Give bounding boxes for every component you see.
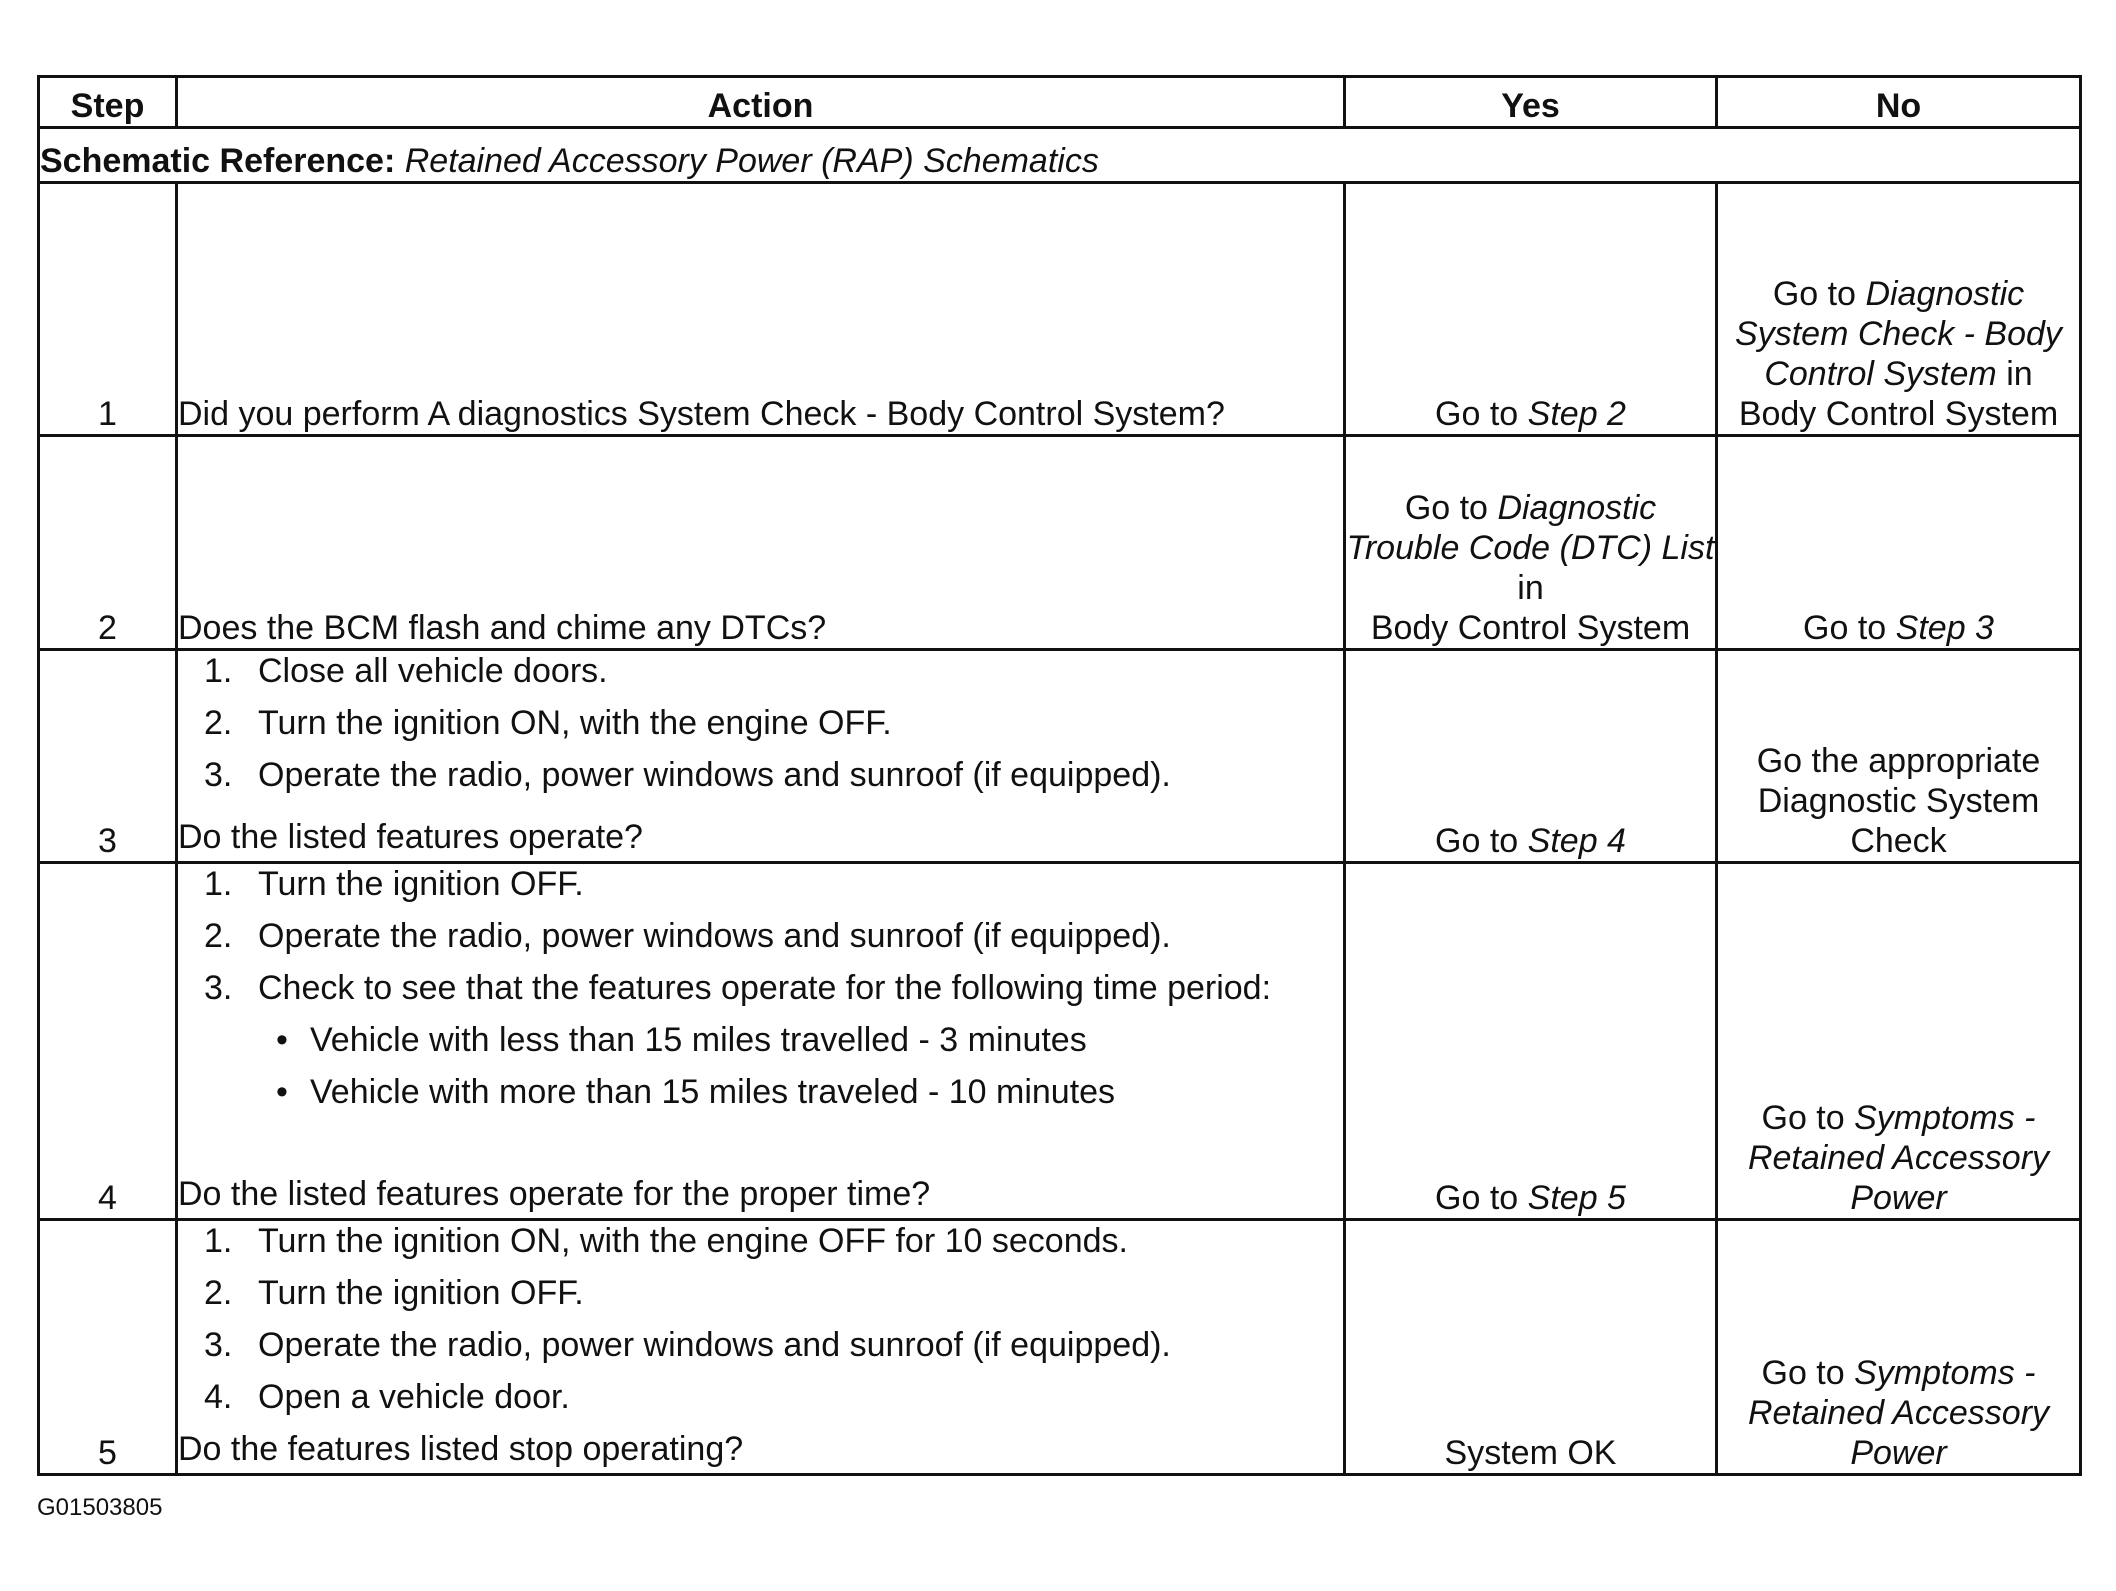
yes-link: Step 2	[1527, 395, 1626, 433]
yes-cell	[1345, 183, 1717, 436]
list-item: 1. Turn the ignition ON, with the engine OFF for 10 seconds.	[204, 1222, 1128, 1260]
question-text: Do the listed features operate for the proper time?	[178, 1175, 931, 1213]
list-item: • Vehicle with less than 15 miles travelled - 3 minutes	[310, 1020, 1343, 1060]
no-cell	[1717, 650, 2081, 863]
list-item: 4. Open a vehicle door.	[204, 1378, 570, 1416]
table-row	[39, 1220, 2081, 1475]
no-prefix: Go to	[1761, 1354, 1845, 1392]
question-text: Do the listed features operate?	[178, 818, 643, 856]
header-yes: Yes	[1345, 77, 1717, 128]
yes-prefix: Go to	[1435, 1179, 1519, 1217]
yes-suffix: Body Control System	[1370, 609, 1691, 647]
schematic-value: Retained Accessory Power (RAP) Schematics	[404, 142, 1099, 180]
list-item: 2. Turn the ignition OFF.	[204, 1274, 584, 1312]
no-text: Go the appropriate Diagnostic System Check	[1756, 742, 2041, 860]
no-link: Symptoms - Retained Accessory Power	[1747, 1354, 2050, 1472]
yes-mid: in	[1517, 569, 1544, 607]
yes-link: Step 5	[1527, 1179, 1626, 1217]
no-cell	[1717, 863, 2081, 1220]
step-number: 3	[39, 650, 177, 863]
yes-prefix: Go to	[1435, 395, 1519, 433]
schematic-reference	[39, 128, 2081, 183]
yes-cell	[1345, 1220, 1717, 1475]
list-item: 3. Operate the radio, power windows and sunroof (if equipped).	[204, 1326, 1171, 1364]
list-item: 1. Turn the ignition OFF.	[204, 865, 584, 903]
step-number: 2	[39, 436, 177, 650]
question-text: Did you perform A diagnostics System Check - Body Control System?	[178, 395, 1225, 433]
diagnostic-table	[37, 75, 2082, 1476]
no-cell	[1717, 183, 2081, 436]
table-row	[39, 436, 2081, 650]
yes-prefix: Go to	[1435, 822, 1519, 860]
list-item: 3. Check to see that the features operate for the following time period: • Vehicle with less than 15 miles travelled - 3 minutes • Vehicle with more than 15 miles traveled - 10 minutes	[258, 968, 1343, 1112]
yes-cell	[1345, 436, 1717, 650]
header-row	[39, 77, 2081, 128]
action-cell	[177, 650, 1345, 863]
yes-prefix: Go to	[1404, 489, 1488, 527]
list-item: • Vehicle with more than 15 miles traveled - 10 minutes	[310, 1072, 1343, 1112]
no-link: Symptoms - Retained Accessory Power	[1747, 1099, 2050, 1217]
step-list	[178, 651, 1343, 807]
yes-link: Step 4	[1527, 822, 1626, 860]
step-list	[178, 864, 1343, 1124]
action-cell	[177, 1220, 1345, 1475]
step-list	[178, 1221, 1343, 1429]
header-no: No	[1717, 77, 2081, 128]
action-cell	[177, 863, 1345, 1220]
no-prefix: Go to	[1761, 1099, 1845, 1137]
step-number: 5	[39, 1220, 177, 1475]
question-text: Does the BCM flash and chime any DTCs?	[178, 609, 827, 647]
no-mid: in	[2006, 355, 2033, 393]
step-number: 1	[39, 183, 177, 436]
yes-cell	[1345, 863, 1717, 1220]
no-suffix: Body Control System	[1738, 395, 2059, 433]
list-item: 3. Operate the radio, power windows and sunroof (if equipped).	[204, 756, 1171, 794]
action-cell	[177, 183, 1345, 436]
list-item: 2. Turn the ignition ON, with the engine OFF.	[204, 704, 892, 742]
no-link: Step 3	[1895, 609, 1994, 647]
action-cell	[177, 436, 1345, 650]
header-action: Action	[177, 77, 1345, 128]
schematic-row	[39, 128, 2081, 183]
list-item: 2. Operate the radio, power windows and sunroof (if equipped).	[204, 917, 1171, 955]
table-row	[39, 863, 2081, 1220]
yes-cell	[1345, 650, 1717, 863]
header-step: Step	[39, 77, 177, 128]
list-item: 1. Close all vehicle doors.	[204, 652, 608, 690]
yes-text: System OK	[1444, 1434, 1617, 1472]
question-text: Do the features listed stop operating?	[178, 1430, 744, 1468]
no-cell	[1717, 436, 2081, 650]
schematic-label: Schematic Reference:	[40, 142, 396, 180]
step-number: 4	[39, 863, 177, 1220]
figure-id: G01503805	[37, 1494, 163, 1521]
table-row	[39, 183, 2081, 436]
yes-link: Diagnostic Trouble Code (DTC) List	[1346, 489, 1715, 567]
no-link: Diagnostic System Check - Body Control System	[1735, 275, 2062, 393]
no-prefix: Go to	[1772, 275, 1856, 313]
bullet-list	[258, 1020, 1343, 1112]
no-prefix: Go to	[1803, 609, 1887, 647]
no-cell	[1717, 1220, 2081, 1475]
table-row	[39, 650, 2081, 863]
